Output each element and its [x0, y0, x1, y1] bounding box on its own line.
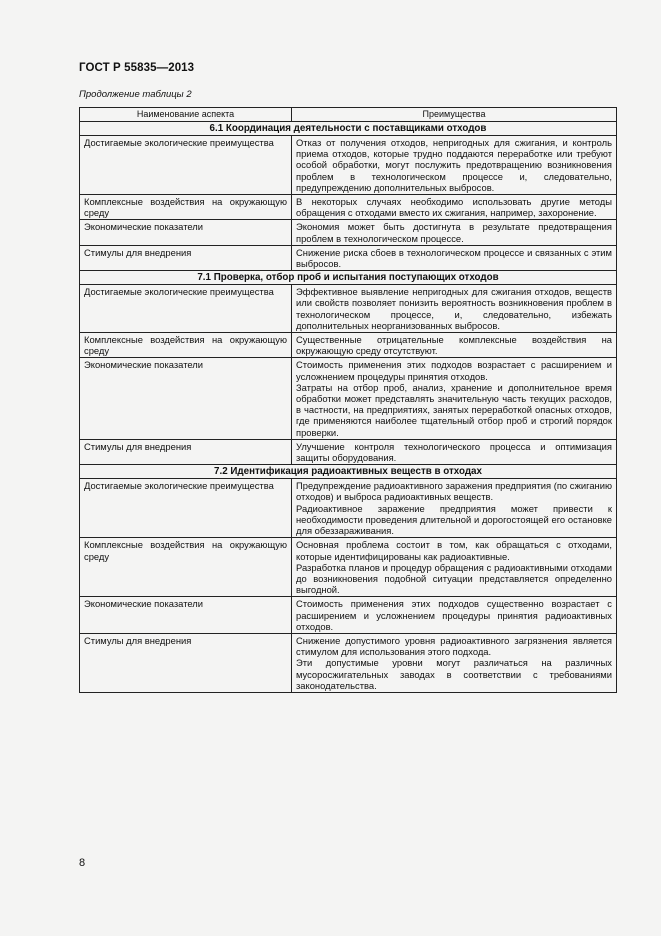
section-title: 7.2 Идентификация радиоактивных веществ в отходах — [80, 465, 617, 479]
benefit-cell — [292, 633, 617, 692]
benefit-paragraph: Разработка планов и процедур обращения с радиоактивными отходами до возникновения подобной ситуации представляется определенно выгодной. — [296, 561, 612, 596]
column-header-benefits: Преимущества — [292, 108, 617, 122]
aspect-cell: Экономические показатели — [80, 597, 292, 634]
table-row — [80, 220, 617, 245]
benefit-cell — [292, 479, 617, 538]
benefit-paragraph: Эти допустимые уровни могут различаться на различных мусоросжигательных заводах в соответствии с требованиями законодательства. — [296, 657, 612, 691]
table-body — [80, 122, 617, 693]
benefit-cell — [292, 245, 617, 270]
table-row — [80, 136, 617, 195]
table-row — [80, 333, 617, 358]
section-row — [80, 271, 617, 285]
table-row — [80, 358, 617, 439]
table-header-row — [80, 108, 617, 122]
aspect-cell: Экономические показатели — [80, 220, 292, 245]
benefit-paragraph: В некоторых случаях необходимо использовать другие методы обращения с отходами вместо их сжигания, например, захоронение. — [296, 196, 612, 219]
table-caption: Продолжение таблицы 2 — [79, 89, 192, 100]
benefit-paragraph: Затраты на отбор проб, анализ, хранение и дополнительное время обработки может представлять значительную часть текущих расходов, в частности, на предприятиях, занятых переработкой опасных отходов, где применяются наиболее тщательный отбор проб и строгий порядок проверки. — [296, 381, 612, 438]
benefit-paragraph: Предупреждение радиоактивного заражения предприятия (по сжиганию отходов) и выброса радиоактивных веществ. — [296, 480, 612, 503]
aspect-cell: Достигаемые экологические преимущества — [80, 136, 292, 195]
table-row — [80, 245, 617, 270]
aspect-cell: Стимулы для внедрения — [80, 439, 292, 464]
benefit-paragraph: Стоимость применения этих подходов существенно возрастает с расширением и усложнением процедуры принятия радиоактивных отходов. — [296, 598, 612, 632]
section-title: 6.1 Координация деятельности с поставщиками отходов — [80, 122, 617, 136]
table-row — [80, 285, 617, 333]
column-header-aspect: Наименование аспекта — [80, 108, 292, 122]
aspect-cell: Комплексные воздействия на окружающую среду — [80, 538, 292, 597]
benefit-cell — [292, 439, 617, 464]
table-row — [80, 195, 617, 220]
benefit-cell — [292, 195, 617, 220]
aspects-table — [79, 107, 617, 693]
page-number: 8 — [79, 857, 86, 869]
benefit-paragraph: Радиоактивное заражение предприятия может привести к необходимости проведения длительной и дорогостоящей его остановке для обеззараживания. — [296, 502, 612, 537]
benefit-cell — [292, 538, 617, 597]
table-row — [80, 439, 617, 464]
table-row — [80, 633, 617, 692]
aspect-cell: Стимулы для внедрения — [80, 633, 292, 692]
aspect-cell: Экономические показатели — [80, 358, 292, 439]
table-row — [80, 479, 617, 538]
benefit-paragraph: Отказ от получения отходов, непригодных для сжигания, и контроль приема отходов, которые трудно поддаются переработке или требуют особой обработки, могут послужить предотвращению возникновения проблем в технологическом процессе и, следовательно, предупреждению дополнительных выбросов. — [296, 137, 612, 193]
benefit-paragraph: Основная проблема состоит в том, как обращаться с отходами, которые идентифицированы как радиоактивные. — [296, 539, 612, 562]
table-row — [80, 538, 617, 597]
aspect-cell: Комплексные воздействия на окружающую среду — [80, 333, 292, 358]
benefit-cell — [292, 597, 617, 634]
section-row — [80, 122, 617, 136]
aspect-cell: Стимулы для внедрения — [80, 245, 292, 270]
benefit-paragraph: Эффективное выявление непригодных для сжигания отходов, веществ или свойств позволяет понизить вероятность возникновения проблем в технологическом процессе, и, следовательно, избежать дополнительных неорганизованных выбросов. — [296, 286, 612, 331]
benefit-paragraph: Экономия может быть достигнута в результате предотвращения проблем в технологическом процессе. — [296, 221, 612, 244]
benefit-paragraph: Снижение риска сбоев в технологическом процессе и связанных с этим выбросов. — [296, 246, 612, 270]
benefit-cell — [292, 285, 617, 333]
benefit-paragraph: Улучшение контроля технологического процесса и оптимизация защиты оборудования. — [296, 440, 612, 464]
benefit-cell — [292, 358, 617, 439]
section-title: 7.1 Проверка, отбор проб и испытания поступающих отходов — [80, 271, 617, 285]
aspect-cell: Комплексные воздействия на окружающую среду — [80, 195, 292, 220]
benefit-cell — [292, 220, 617, 245]
aspect-cell: Достигаемые экологические преимущества — [80, 479, 292, 538]
benefit-cell — [292, 136, 617, 195]
aspect-cell: Достигаемые экологические преимущества — [80, 285, 292, 333]
table-row — [80, 597, 617, 634]
benefit-cell — [292, 333, 617, 358]
section-row — [80, 465, 617, 479]
standard-title: ГОСТ Р 55835—2013 — [79, 62, 195, 74]
benefit-paragraph: Существенные отрицательные комплексные воздействия на окружающую среду отсутствуют. — [296, 334, 612, 357]
benefit-paragraph: Стоимость применения этих подходов возрастает с расширением и усложнением процедуры принятия отходов. — [296, 359, 612, 382]
benefit-paragraph: Снижение допустимого уровня радиоактивного загрязнения является стимулом для использования этого подхода. — [296, 634, 612, 658]
